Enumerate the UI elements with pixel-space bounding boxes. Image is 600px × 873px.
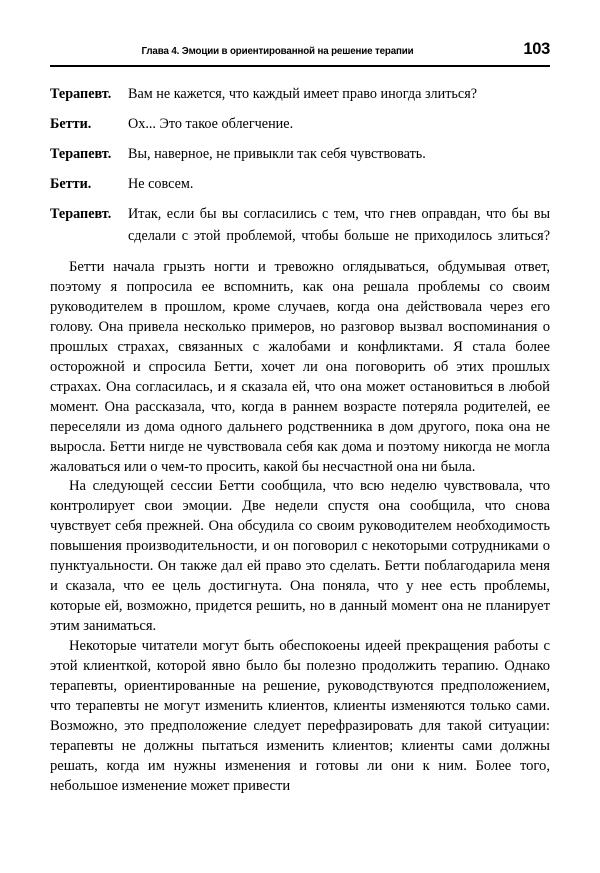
chapter-title: Глава 4. Эмоции в ориентированной на решение терапии xyxy=(141,45,414,57)
paragraph: Бетти начала грызть ногти и тревожно оглядываться, обдумывая ответ, поэтому я попросила ее вспомнить, как она решала проблемы со своим руководителем в прошлом, кроме случаев, когда она действовала через его голову. Она привела несколько примеров, но разговор вызвал воспоминания о прошлых страхах, связанных с жалобами и конфликтами. Я стала более осторожной и спросила Бетти, хочет ли она поговорить об этих прошлых страхах. Она согласилась, и я сказала ей, что она может остановиться в любой момент. Она рассказала, что, когда в раннем возрасте потеряла родителей, ее переселяли из дома одного дальнего родственника в дом другого, пока она не выросла. Бетти нигде не чувствовала себя как дома и поэтому никогда не могла жаловаться или о чем-то просить, какой бы несчастной она ни была. xyxy=(50,259,550,475)
utterance-text: Ох... Это такое облегчение. xyxy=(128,116,294,132)
dialogue-transcript xyxy=(50,84,550,269)
dialogue-line xyxy=(50,84,550,106)
header-rule xyxy=(50,65,550,67)
paragraph: Некоторые читатели могут быть обеспокоены идеей прекращения работы с этой клиенткой, которой явно было бы полезно продолжить терапию. Однако терапевты, ориентированные на решение, руководствуются предположением, что терапевты не могут изменить клиентов, клиенты изменяются только сами. Возможно, это предположение следует перефразировать для такой ситуации: терапевты не должны пытаться изменить клиентов; клиенты сами должны решать, когда им нужны изменения и готовы ли они к ним. Более того, небольшое изменение может привести xyxy=(50,638,550,794)
dialogue-line xyxy=(50,144,550,166)
page-number: 103 xyxy=(523,40,550,58)
utterance-text: Итак, если бы вы согласились с тем, что гнев оправдан, что бы вы сделали с этой проблемой, чтобы больше не приходилось злиться? xyxy=(128,206,550,244)
body-text xyxy=(50,258,550,797)
speaker-label: Терапевт. xyxy=(50,86,112,102)
speaker-label: Терапевт. xyxy=(50,206,112,222)
speaker-label: Бетти. xyxy=(50,176,92,192)
dialogue-line xyxy=(50,114,550,136)
utterance-text: Вы, наверное, не привыкли так себя чувствовать. xyxy=(128,146,426,162)
paragraph: На следующей сессии Бетти сообщила, что всю неделю чувствовала, что контролирует свои эмоции. Две недели спустя она сообщила, что снова чувствует себя прежней. Она обсудила со своим руководителем необходимость повышения производительности, и он поговорил с некоторыми сотрудниками о пунктуальности. Он также дал ей право это сделать. Бетти поблагодарила меня и сказала, что ее цель достигнута. Она поняла, что у нее есть проблемы, которые ей, возможно, придется решить, но в данный момент она не планирует этим заниматься. xyxy=(50,478,550,635)
dialogue-line xyxy=(50,174,550,196)
speaker-label: Бетти. xyxy=(50,116,92,132)
utterance-text: Вам не кажется, что каждый имеет право иногда злиться? xyxy=(128,86,478,102)
utterance-text: Не совсем. xyxy=(128,176,194,192)
speaker-label: Терапевт. xyxy=(50,146,112,162)
